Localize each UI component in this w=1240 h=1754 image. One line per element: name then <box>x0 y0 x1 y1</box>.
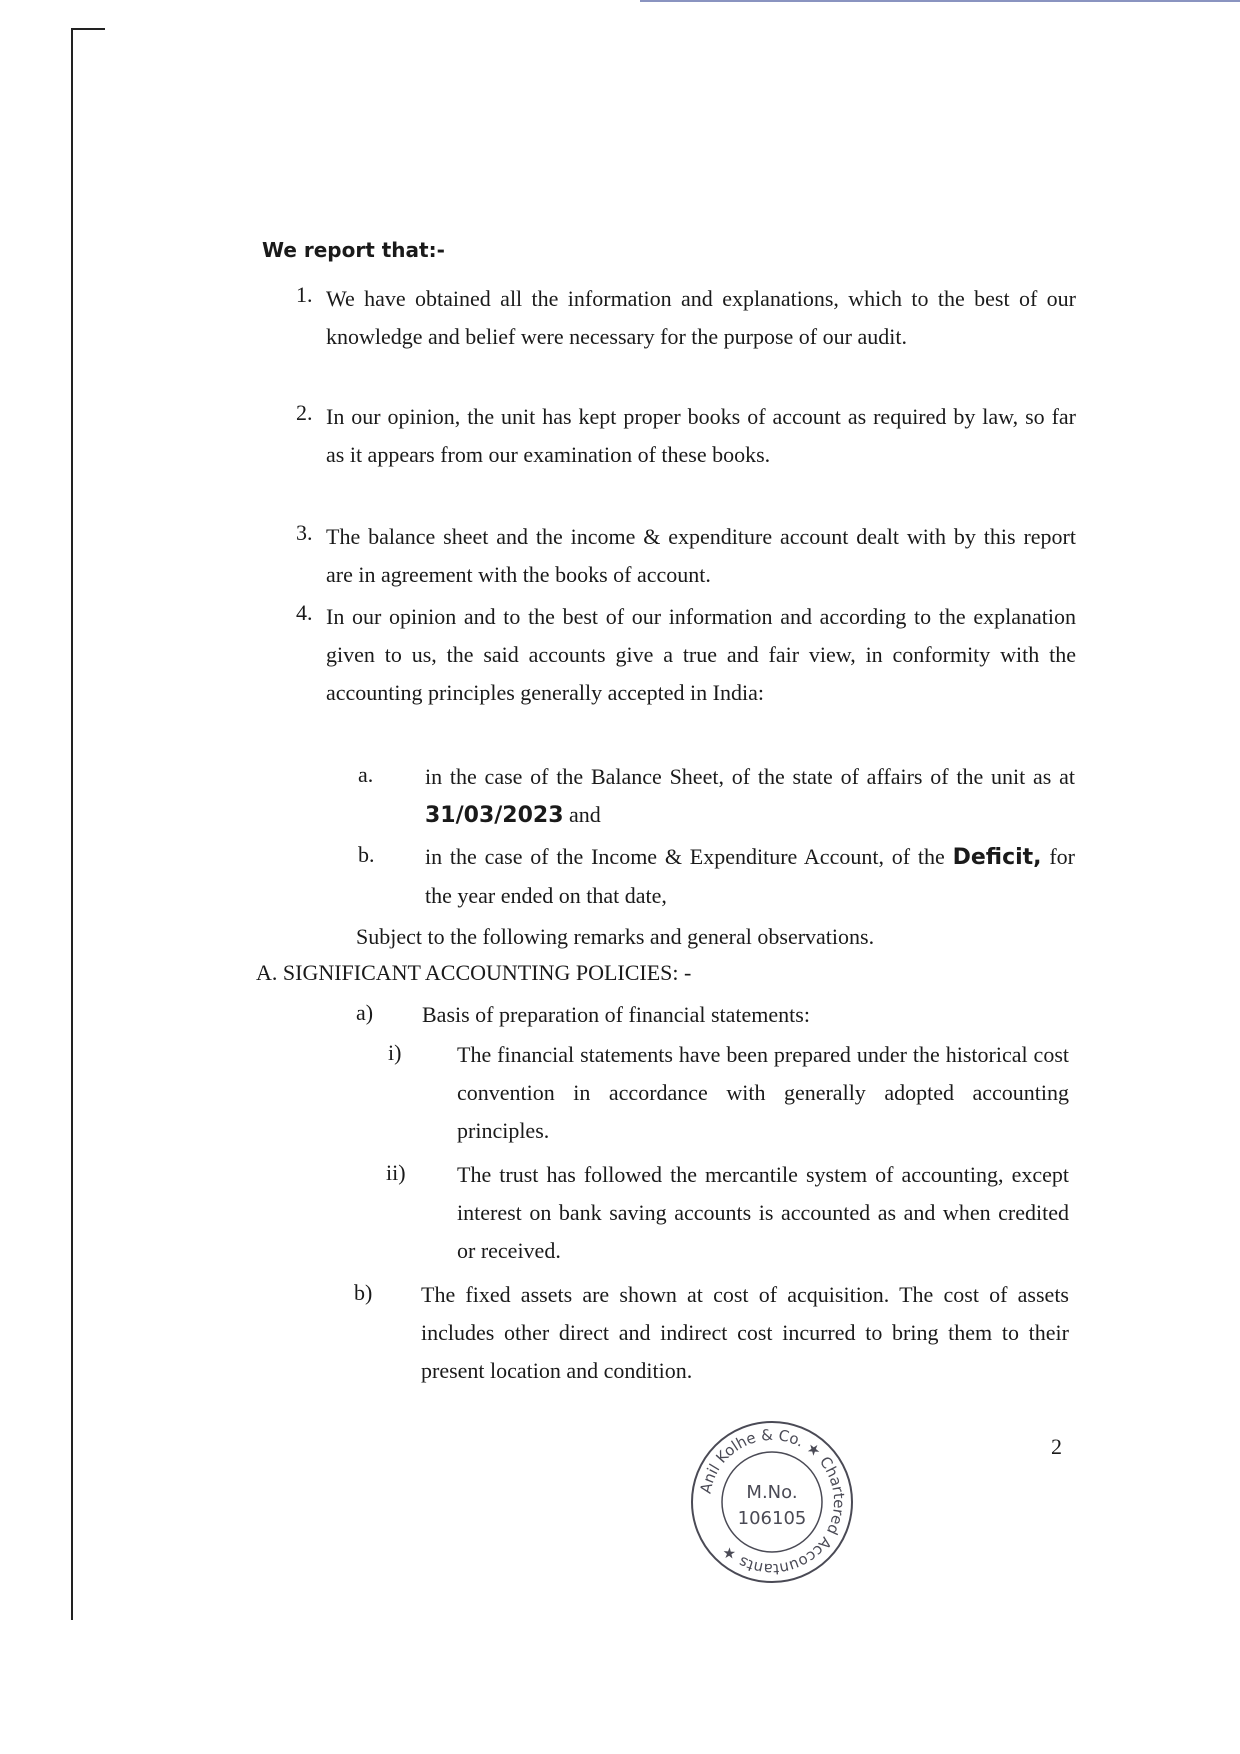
policy-a-i-number: i) <box>388 1040 402 1065</box>
binding-margin-line <box>71 28 73 1620</box>
auditor-seal <box>688 1418 856 1586</box>
seal-mno-label: M.No. <box>746 1482 798 1503</box>
scan-top-edge <box>640 0 1240 2</box>
policy-b-letter: b) <box>354 1280 373 1305</box>
sub-item-a-text: in the case of the Balance Sheet, of the state of affairs of the unit as at 31/03/2023 and <box>425 764 1075 828</box>
seal-mno-value: 106105 <box>737 1508 807 1529</box>
page-number: 2 <box>1051 1434 1062 1459</box>
policy-a-letter: a) <box>356 1000 374 1025</box>
balance-sheet-date: 31/03/2023 <box>425 803 564 828</box>
report-item-1-number: 1. <box>296 282 313 307</box>
policy-a-text: Basis of preparation of financial statements: <box>422 1002 810 1027</box>
report-item-3-text: The balance sheet and the income & expenditure account dealt with by this report are in agreement with the books of account. <box>326 524 1076 587</box>
svg-text:Anil Kolhe & Co. ★ Chartered A: Anil Kolhe & Co. ★ Chartered Accountants ★ <box>696 1425 849 1579</box>
binding-margin-tick <box>71 28 105 30</box>
policy-a-ii-text: The trust has followed the mercantile system of accounting, except interest on bank saving accounts is accounted as and when credited or received. <box>457 1162 1069 1263</box>
policy-b-text: The fixed assets are shown at cost of acquisition. The cost of assets includes other direct and indirect cost incurred to bring them to their present location and condition. <box>421 1282 1069 1383</box>
report-item-3-number: 3. <box>296 520 313 545</box>
sub-item-a-letter: a. <box>358 762 374 787</box>
deficit-label: Deficit, <box>952 845 1042 870</box>
policy-a-ii-number: ii) <box>386 1160 406 1185</box>
sub-item-b-text: in the case of the Income & Expenditure Account, of the Deficit, for the year ended on that date, <box>425 844 1075 908</box>
report-item-4-number: 4. <box>296 600 313 625</box>
sub-item-b-letter: b. <box>358 842 375 867</box>
report-item-4-text: In our opinion and to the best of our information and according to the explanation given to us, the said accounts give a true and fair view, in conformity with the accounting principles generally accepted in India: <box>326 604 1076 705</box>
report-item-2-text: In our opinion, the unit has kept proper books of account as required by law, so far as it appears from our examination of these books. <box>326 404 1076 467</box>
report-item-2-number: 2. <box>296 400 313 425</box>
report-heading: We report that:- <box>262 238 445 262</box>
subject-remarks: Subject to the following remarks and general observations. <box>356 924 875 949</box>
report-item-1-text: We have obtained all the information and explanations, which to the best of our knowledge and belief were necessary for the purpose of our audit. <box>326 286 1076 349</box>
policy-a-i-text: The financial statements have been prepared under the historical cost convention in accordance with generally adopted accounting principles. <box>457 1042 1069 1143</box>
policies-heading: A. SIGNIFICANT ACCOUNTING POLICIES: - <box>256 960 692 985</box>
